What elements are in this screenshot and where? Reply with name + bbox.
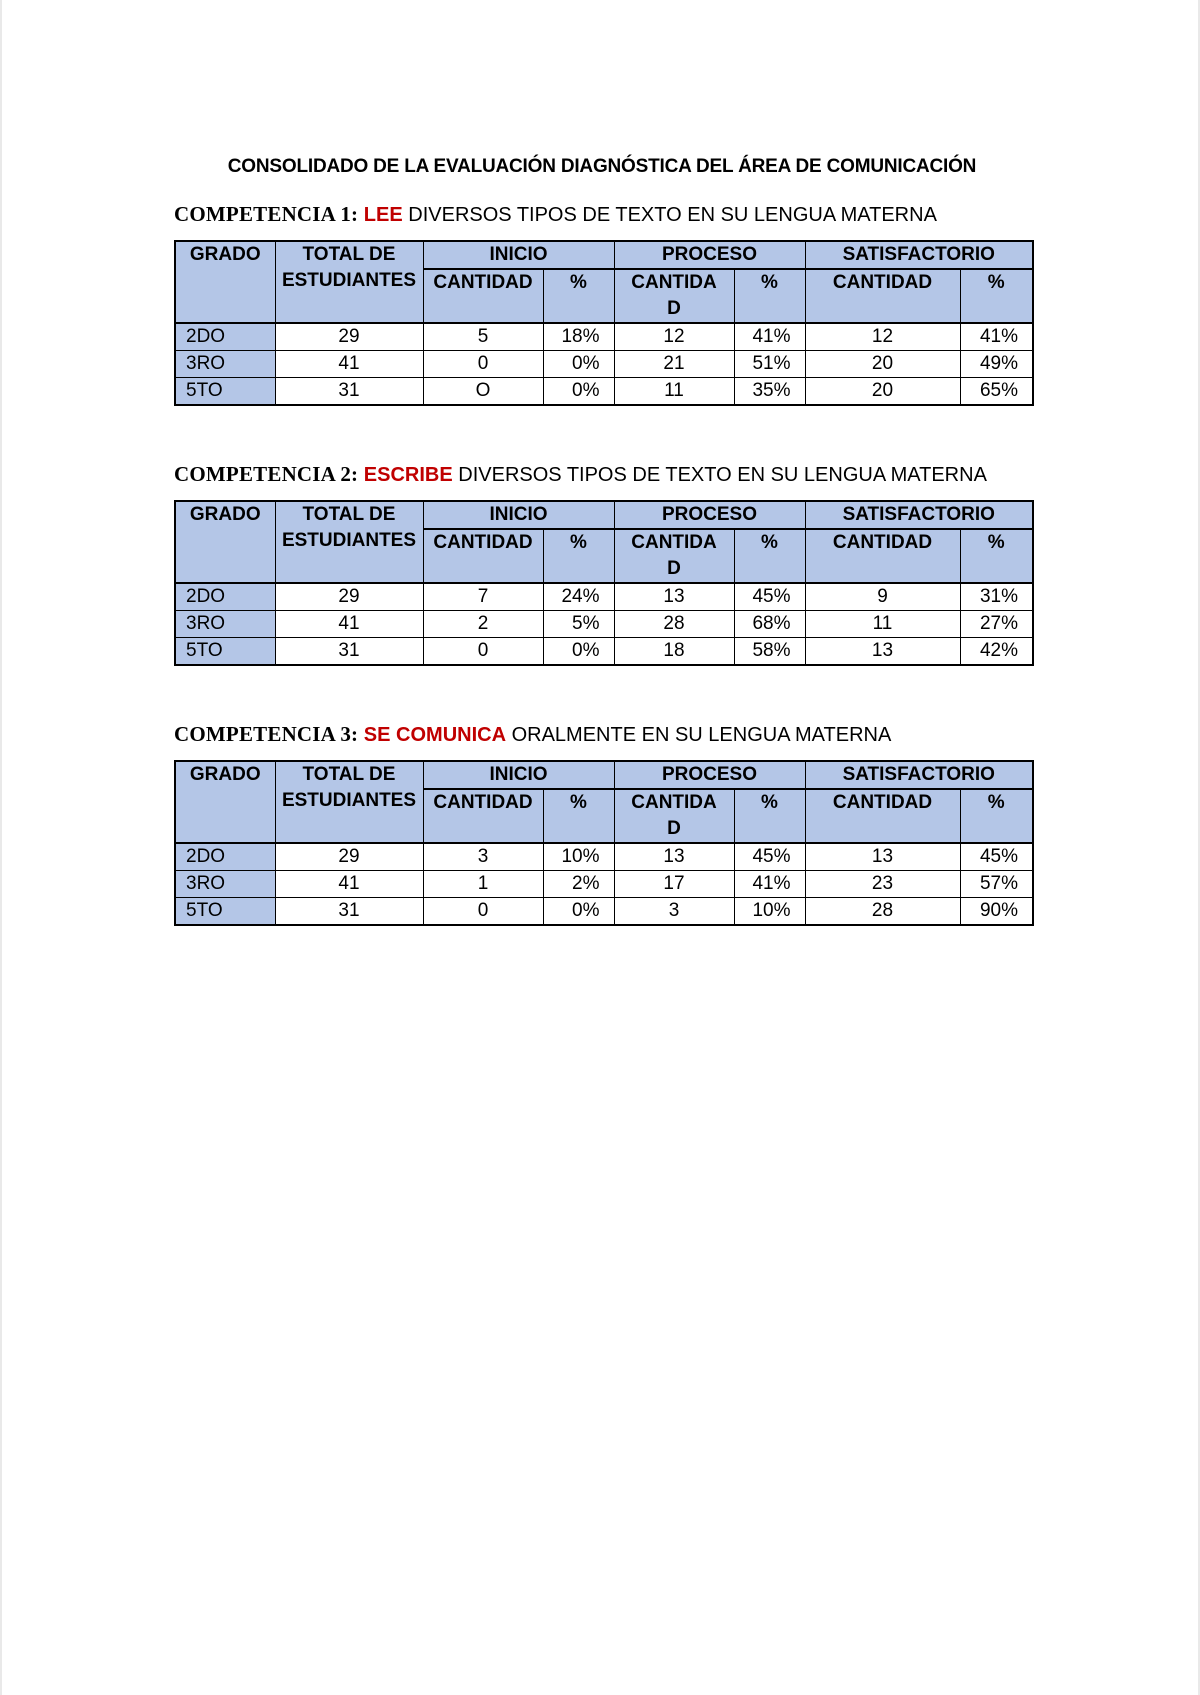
- cell-inicio-cantidad: 5: [423, 323, 543, 351]
- cell-satisfactorio-cantidad: 9: [805, 583, 960, 611]
- cell-grado: 5TO: [175, 378, 275, 406]
- competencia-heading: [174, 460, 1032, 500]
- cell-total: 31: [275, 898, 423, 926]
- table-row: [175, 351, 1033, 378]
- header-cantida-line2: D: [667, 298, 681, 319]
- competencia-verb: LEE: [363, 204, 403, 226]
- header-total-line2: ESTUDIANTES: [281, 790, 417, 811]
- cell-inicio-pct: 10%: [543, 843, 614, 871]
- cell-proceso-cantidad: 28: [614, 611, 734, 638]
- header-inicio-cantidad: CANTIDAD: [423, 789, 543, 843]
- cell-proceso-cantidad: 13: [614, 583, 734, 611]
- header-cantida-line1: CANTIDA: [631, 532, 717, 553]
- cell-total: 41: [275, 871, 423, 898]
- table-row: [175, 378, 1033, 406]
- cell-total: 29: [275, 583, 423, 611]
- cell-grado: 3RO: [175, 351, 275, 378]
- header-inicio: INICIO: [423, 241, 614, 269]
- table-row: [175, 843, 1033, 871]
- cell-satisfactorio-pct: 45%: [960, 843, 1033, 871]
- cell-grado: 3RO: [175, 611, 275, 638]
- cell-satisfactorio-pct: 90%: [960, 898, 1033, 926]
- cell-grado: 5TO: [175, 638, 275, 666]
- table-row: [175, 583, 1033, 611]
- cell-proceso-pct: 41%: [734, 871, 805, 898]
- header-proceso: PROCESO: [614, 501, 805, 529]
- competencia-description: DIVERSOS TIPOS DE TEXTO EN SU LENGUA MATERNA: [408, 204, 937, 226]
- results-table: [174, 240, 1034, 406]
- cell-satisfactorio-cantidad: 23: [805, 871, 960, 898]
- cell-satisfactorio-pct: 27%: [960, 611, 1033, 638]
- header-proceso: PROCESO: [614, 761, 805, 789]
- header-proceso: PROCESO: [614, 241, 805, 269]
- results-table: [174, 500, 1034, 666]
- document-title: CONSOLIDADO DE LA EVALUACIÓN DIAGNÓSTICA DEL ÁREA DE COMUNICACIÓN: [227, 156, 977, 177]
- competencia-label: COMPETENCIA 3:: [174, 722, 359, 746]
- cell-proceso-cantidad: 13: [614, 843, 734, 871]
- header-inicio-pct: %: [543, 789, 614, 843]
- header-satisfactorio: SATISFACTORIO: [805, 241, 1033, 269]
- cell-inicio-pct: 2%: [543, 871, 614, 898]
- header-total-line1: TOTAL DE: [302, 504, 396, 525]
- cell-proceso-pct: 51%: [734, 351, 805, 378]
- header-satisfactorio: SATISFACTORIO: [805, 501, 1033, 529]
- cell-grado: 2DO: [175, 323, 275, 351]
- results-table: [174, 760, 1034, 926]
- competencia-label: COMPETENCIA 2:: [174, 462, 359, 486]
- header-satisfactorio: SATISFACTORIO: [805, 761, 1033, 789]
- cell-satisfactorio-pct: 41%: [960, 323, 1033, 351]
- cell-proceso-pct: 10%: [734, 898, 805, 926]
- cell-proceso-cantidad: 18: [614, 638, 734, 666]
- cell-satisfactorio-cantidad: 13: [805, 638, 960, 666]
- header-cantida-line1: CANTIDA: [631, 272, 717, 293]
- header-satisfactorio-cantidad: CANTIDAD: [805, 789, 960, 843]
- header-inicio-pct: %: [543, 269, 614, 323]
- cell-inicio-cantidad: 1: [423, 871, 543, 898]
- table-row: [175, 871, 1033, 898]
- cell-inicio-cantidad: O: [423, 378, 543, 406]
- table-row: [175, 638, 1033, 666]
- cell-proceso-pct: 35%: [734, 378, 805, 406]
- header-inicio-cantidad: CANTIDAD: [423, 529, 543, 583]
- cell-total: 29: [275, 843, 423, 871]
- cell-satisfactorio-pct: 65%: [960, 378, 1033, 406]
- header-proceso-cantidad: [614, 529, 734, 583]
- cell-satisfactorio-cantidad: 13: [805, 843, 960, 871]
- header-inicio: INICIO: [423, 501, 614, 529]
- table-row: [175, 611, 1033, 638]
- competencia-section-2: [174, 460, 1032, 666]
- table-row: [175, 898, 1033, 926]
- document-page: [2, 0, 1198, 1695]
- competencia-heading: [174, 200, 1032, 240]
- cell-inicio-cantidad: 0: [423, 898, 543, 926]
- competencia-verb: SE COMUNICA: [363, 724, 507, 746]
- cell-proceso-cantidad: 21: [614, 351, 734, 378]
- cell-inicio-pct: 0%: [543, 898, 614, 926]
- cell-satisfactorio-cantidad: 20: [805, 351, 960, 378]
- competencia-verb: ESCRIBE: [363, 464, 453, 486]
- cell-total: 41: [275, 351, 423, 378]
- header-cantida-line1: CANTIDA: [631, 792, 717, 813]
- cell-proceso-pct: 45%: [734, 583, 805, 611]
- header-total-line1: TOTAL DE: [302, 764, 396, 785]
- cell-proceso-cantidad: 12: [614, 323, 734, 351]
- cell-inicio-cantidad: 2: [423, 611, 543, 638]
- header-grado: GRADO: [175, 241, 275, 323]
- header-total-estudiantes: [275, 501, 423, 583]
- header-total-estudiantes: [275, 761, 423, 843]
- cell-satisfactorio-cantidad: 20: [805, 378, 960, 406]
- cell-proceso-pct: 41%: [734, 323, 805, 351]
- table-row: [175, 323, 1033, 351]
- header-total-estudiantes: [275, 241, 423, 323]
- header-satisfactorio-pct: %: [960, 529, 1033, 583]
- cell-satisfactorio-pct: 57%: [960, 871, 1033, 898]
- cell-satisfactorio-pct: 31%: [960, 583, 1033, 611]
- cell-inicio-pct: 0%: [543, 351, 614, 378]
- competencia-heading: [174, 720, 1032, 760]
- cell-grado: 3RO: [175, 871, 275, 898]
- header-grado: GRADO: [175, 501, 275, 583]
- cell-total: 29: [275, 323, 423, 351]
- cell-grado: 2DO: [175, 843, 275, 871]
- header-cantida-line2: D: [667, 818, 681, 839]
- cell-proceso-cantidad: 3: [614, 898, 734, 926]
- cell-inicio-cantidad: 7: [423, 583, 543, 611]
- cell-proceso-cantidad: 11: [614, 378, 734, 406]
- cell-satisfactorio-cantidad: 28: [805, 898, 960, 926]
- competencia-label: COMPETENCIA 1:: [174, 202, 359, 226]
- header-satisfactorio-cantidad: CANTIDAD: [805, 269, 960, 323]
- header-total-line2: ESTUDIANTES: [281, 270, 417, 291]
- header-proceso-pct: %: [734, 529, 805, 583]
- cell-inicio-pct: 0%: [543, 378, 614, 406]
- cell-total: 41: [275, 611, 423, 638]
- header-satisfactorio-cantidad: CANTIDAD: [805, 529, 960, 583]
- cell-proceso-cantidad: 17: [614, 871, 734, 898]
- competencia-section-3: [174, 720, 1032, 926]
- header-satisfactorio-pct: %: [960, 789, 1033, 843]
- header-total-line2: ESTUDIANTES: [281, 530, 417, 551]
- cell-total: 31: [275, 638, 423, 666]
- cell-satisfactorio-cantidad: 11: [805, 611, 960, 638]
- cell-grado: 5TO: [175, 898, 275, 926]
- header-grado: GRADO: [175, 761, 275, 843]
- cell-satisfactorio-pct: 49%: [960, 351, 1033, 378]
- header-proceso-pct: %: [734, 269, 805, 323]
- cell-inicio-pct: 5%: [543, 611, 614, 638]
- cell-inicio-cantidad: 0: [423, 351, 543, 378]
- cell-satisfactorio-pct: 42%: [960, 638, 1033, 666]
- header-total-line1: TOTAL DE: [302, 244, 396, 265]
- cell-grado: 2DO: [175, 583, 275, 611]
- cell-proceso-pct: 58%: [734, 638, 805, 666]
- header-cantida-line2: D: [667, 558, 681, 579]
- cell-inicio-cantidad: 0: [423, 638, 543, 666]
- cell-total: 31: [275, 378, 423, 406]
- header-satisfactorio-pct: %: [960, 269, 1033, 323]
- cell-inicio-pct: 18%: [543, 323, 614, 351]
- header-inicio: INICIO: [423, 761, 614, 789]
- cell-satisfactorio-cantidad: 12: [805, 323, 960, 351]
- cell-inicio-cantidad: 3: [423, 843, 543, 871]
- header-proceso-pct: %: [734, 789, 805, 843]
- header-proceso-cantidad: [614, 789, 734, 843]
- competencia-description: DIVERSOS TIPOS DE TEXTO EN SU LENGUA MATERNA: [458, 464, 987, 486]
- cell-proceso-pct: 45%: [734, 843, 805, 871]
- header-inicio-cantidad: CANTIDAD: [423, 269, 543, 323]
- header-proceso-cantidad: [614, 269, 734, 323]
- competencia-description: ORALMENTE EN SU LENGUA MATERNA: [511, 724, 892, 746]
- cell-proceso-pct: 68%: [734, 611, 805, 638]
- cell-inicio-pct: 24%: [543, 583, 614, 611]
- cell-inicio-pct: 0%: [543, 638, 614, 666]
- header-inicio-pct: %: [543, 529, 614, 583]
- competencia-section-1: [174, 200, 1032, 406]
